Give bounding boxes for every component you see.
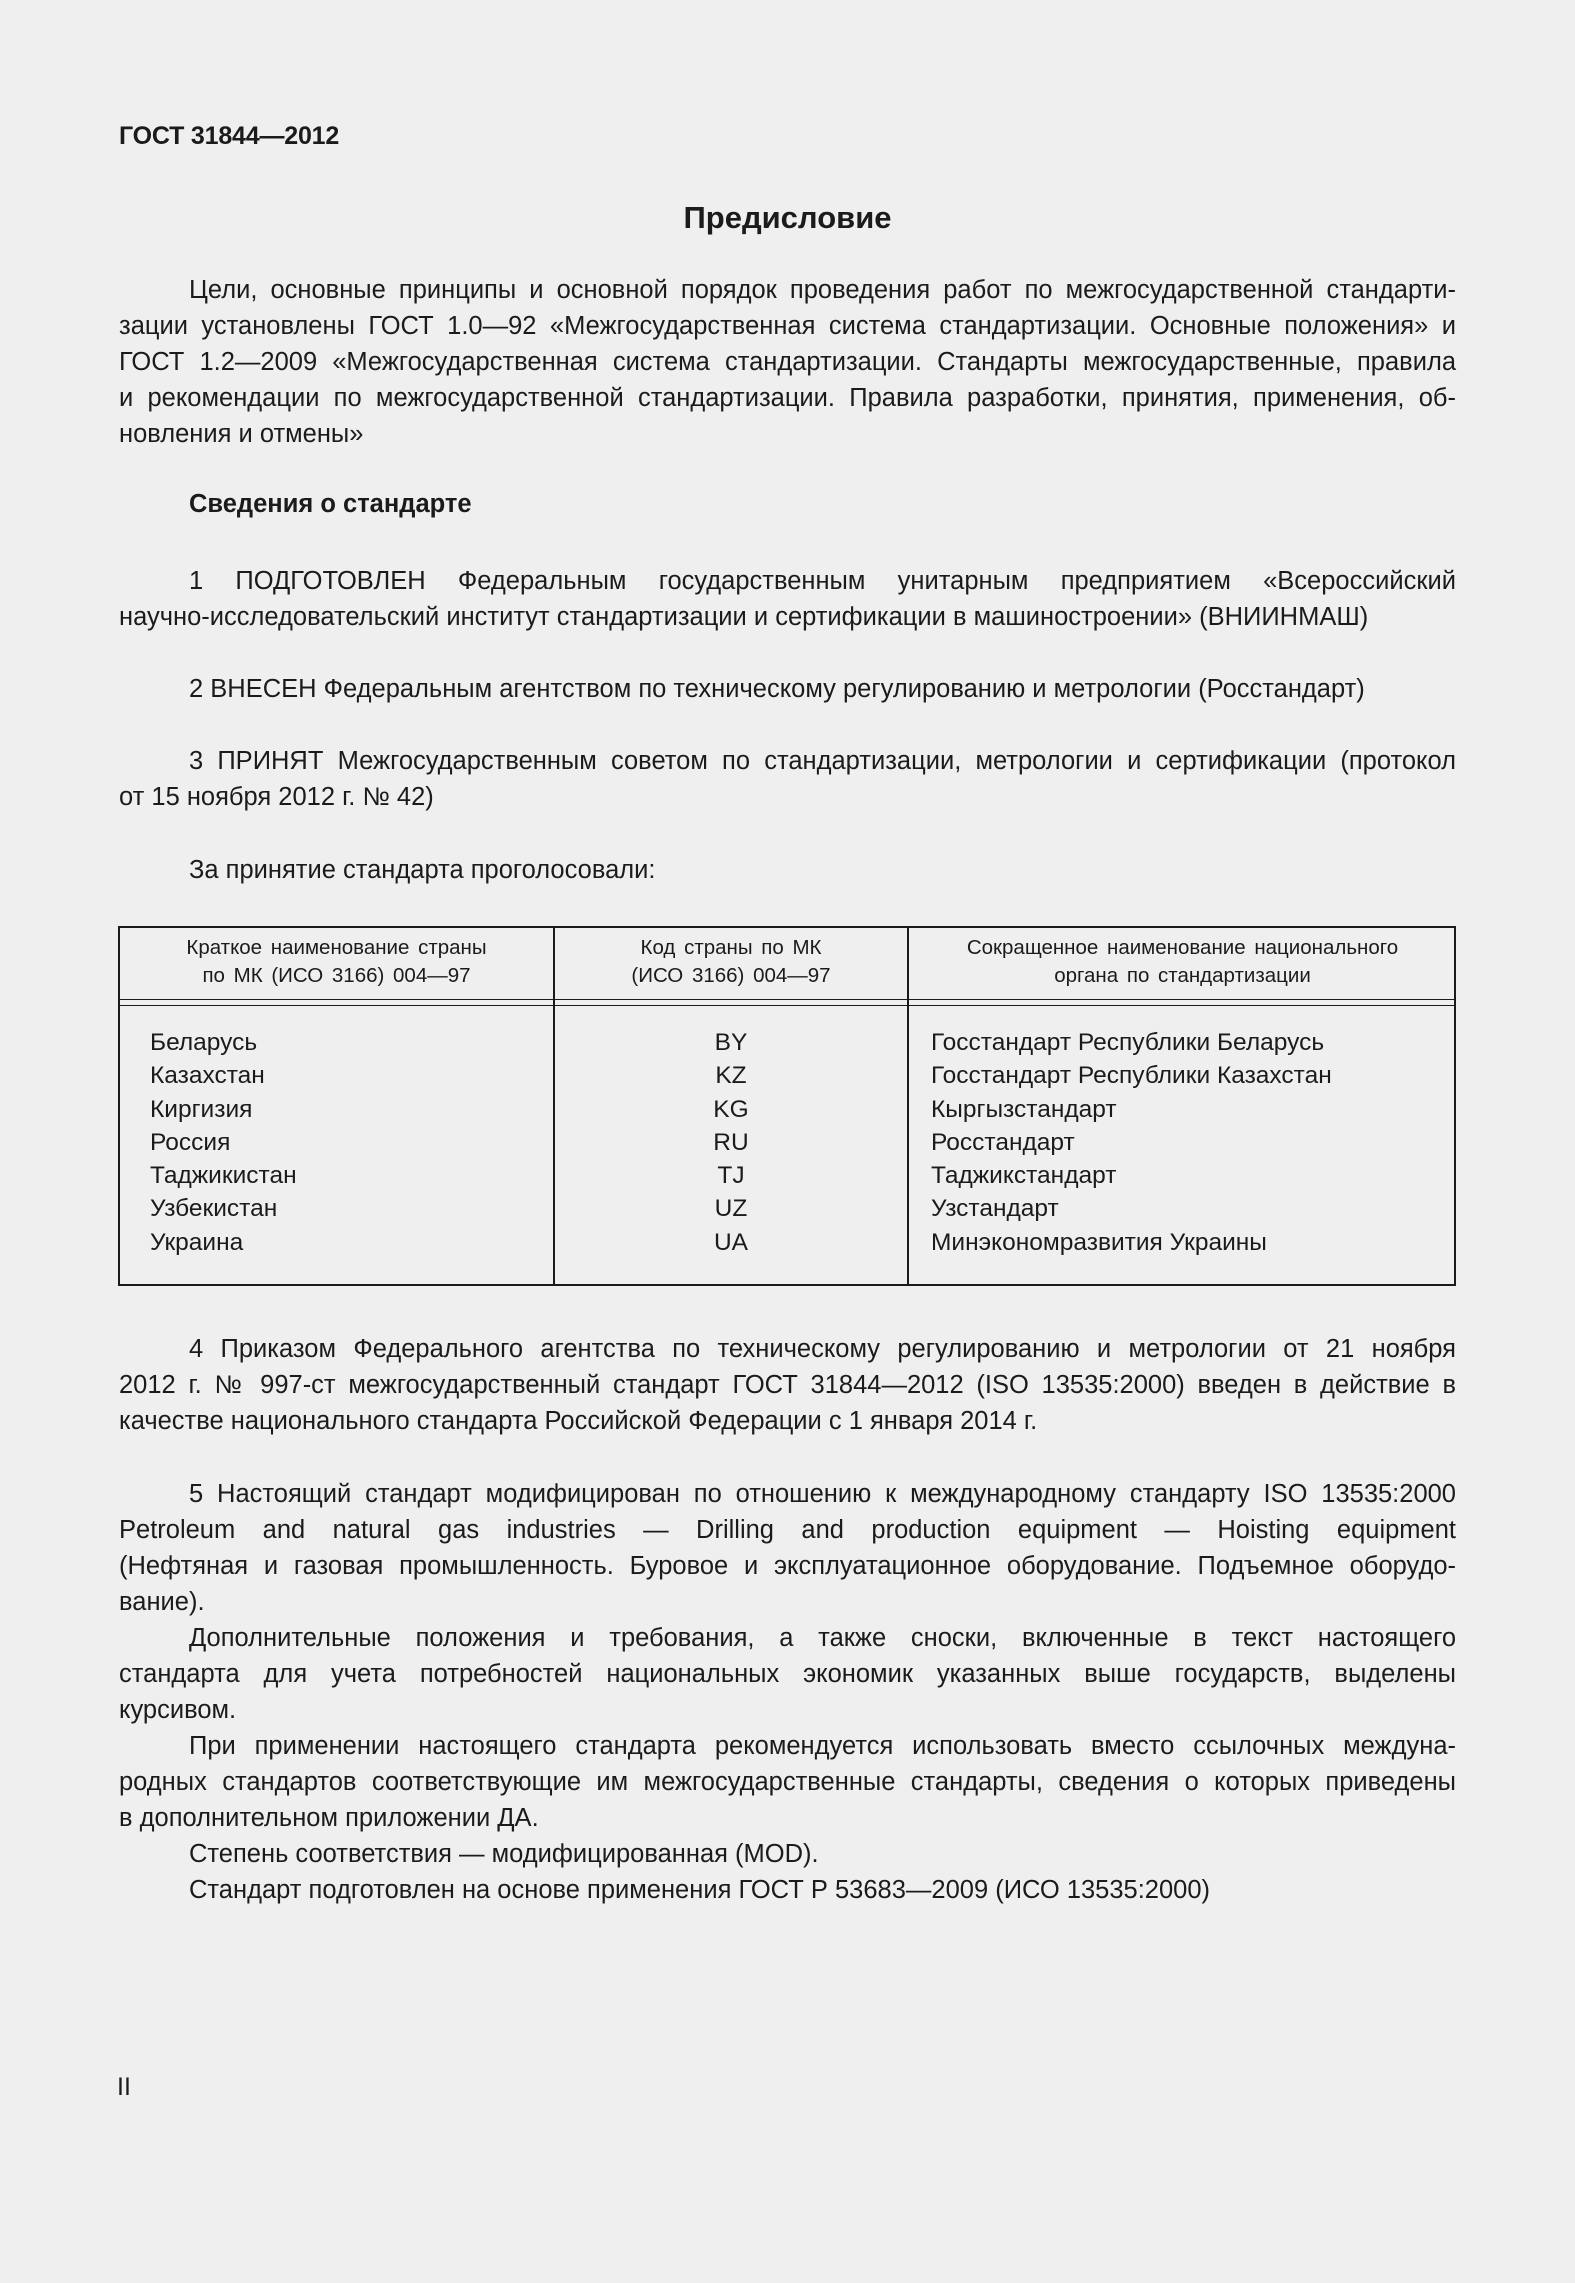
text-line: в дополнительном приложении ДА. [119,1804,539,1832]
table-cell-body: Узстандарт [931,1195,1059,1223]
item-3-paragraph [119,743,1456,815]
item-4-paragraph [119,1331,1456,1439]
table-cell-country: Россия [150,1128,231,1156]
table-cell-code: UA [713,1228,749,1256]
section-heading: Сведения о стандарте [189,490,472,518]
table-header-divider [120,999,1454,1000]
text-line: Дополнительные положения и требования, а также сноски, включенные в текст настоящего [189,1624,1456,1652]
text-line: Степень соответствия — модифицированная (MOD). [189,1840,819,1868]
text-line: При применении настоящего стандарта рекомендуется использовать вместо ссылочных междуна- [189,1732,1456,1760]
table-cell-body: Кыргызстандарт [931,1095,1117,1123]
table-cell-code: KZ [715,1062,747,1090]
table-cell-code: KG [713,1095,749,1123]
page-number: II [117,2073,131,2101]
text-line: 3 ПРИНЯТ Межгосударственным советом по стандартизации, метрологии и сертификации (протокол [189,747,1456,775]
text-line: ГОСТ 1.2—2009 «Межгосударственная система стандартизации. Стандарты межгосударственные, правила [119,348,1456,376]
table-cell-body: Таджикстандарт [931,1162,1117,1190]
table-cell-code: BY [714,1029,748,1056]
table-header-body: Сокращенное наименование национального органа по стандартизации [966,936,1399,987]
text-line: (Нефтяная и газовая промышленность. Буровое и эксплуатационное оборудование. Подъемное оборудо- [119,1552,1456,1580]
table-cell-country: Казахстан [150,1062,265,1090]
text-line: курсивом. [119,1696,237,1724]
text-line: качестве национального стандарта Российской Федерации с 1 января 2014 г. [119,1407,1038,1435]
table-cell-country: Таджикистан [150,1162,297,1190]
text-line: Цели, основные принципы и основной порядок проведения работ по межгосударственной стандарти- [189,276,1456,304]
text-line: новления и отмены» [119,420,364,448]
page-title: Предисловие [683,200,892,235]
text-line: 4 Приказом Федерального агентства по техническому регулированию и метрологии от 21 ноября [189,1335,1456,1363]
text-line: 5 Настоящий стандарт модифицирован по отношению к международному стандарту ISO 13535:2000 [189,1480,1456,1508]
text-line: родных стандартов соответствующие им межгосударственные стандарты, сведения о которых приведены [119,1768,1456,1796]
table-cell-country: Узбекистан [150,1195,278,1223]
text-line: Стандарт подготовлен на основе применения ГОСТ Р 53683—2009 (ИСО 13535:2000) [189,1876,1211,1904]
text-line: 2 ВНЕСЕН Федеральным агентством по техническому регулированию и метрологии (Росстандарт) [189,675,1365,703]
item-5-paragraph [119,1476,1456,1908]
table-column-country [150,1026,297,1259]
table-cell-body: Госстандарт Республики Казахстан [931,1062,1332,1090]
text-line: 1 ПОДГОТОВЛЕН Федеральным государственным унитарным предприятием «Всероссийский [189,567,1456,595]
item-1-paragraph [119,563,1456,635]
text-line: 2012 г. № 997-ст межгосударственный стандарт ГОСТ 31844—2012 (ISO 13535:2000) введен в действие в [119,1371,1456,1399]
text-line: зации установлены ГОСТ 1.0—92 «Межгосударственная система стандартизации. Основные положения» и [119,312,1456,340]
table-cell-code: RU [713,1128,749,1156]
table-cell-code: UZ [714,1195,748,1223]
table-cell-country: Украина [150,1228,244,1256]
document-code: ГОСТ 31844—2012 [119,122,340,150]
intro-paragraph [119,272,1456,452]
table-header-country: Краткое наименование страны по МК (ИСО 3166) 004—97 [186,936,487,987]
text-line: и рекомендации по межгосударственной стандартизации. Правила разработки, принятия, применения, об- [119,384,1456,412]
table-cell-country: Беларусь [150,1029,258,1056]
text-line: За принятие стандарта проголосовали: [189,856,656,884]
table-header-code: Код страны по МК (ИСО 3166) 004—97 [631,936,831,987]
table-cell-country: Киргизия [150,1095,253,1123]
item-2-paragraph [119,671,1456,707]
table-cell-body: Росстандарт [931,1128,1075,1156]
table-cell-body: Госстандарт Республики Беларусь [931,1029,1325,1056]
table-cell-body: Минэкономразвития Украины [931,1228,1267,1256]
table-cell-code: TJ [717,1162,745,1190]
voting-table [118,926,1456,1286]
vote-intro [119,852,1456,888]
text-line: научно-исследовательский институт стандартизации и сертификации в машиностроении» (ВНИИНМАШ) [119,603,1369,631]
table-column-code [555,1026,907,1259]
table-header-divider [120,1005,1454,1006]
text-line: от 15 ноября 2012 г. № 42) [119,783,434,811]
text-line: Petroleum and natural gas industries — Drilling and production equipment — Hoisting equipment [119,1516,1456,1544]
text-line: стандарта для учета потребностей национальных экономик указанных выше государств, выделены [119,1660,1456,1688]
text-line: вание). [119,1588,205,1616]
table-column-body [931,1026,1332,1259]
